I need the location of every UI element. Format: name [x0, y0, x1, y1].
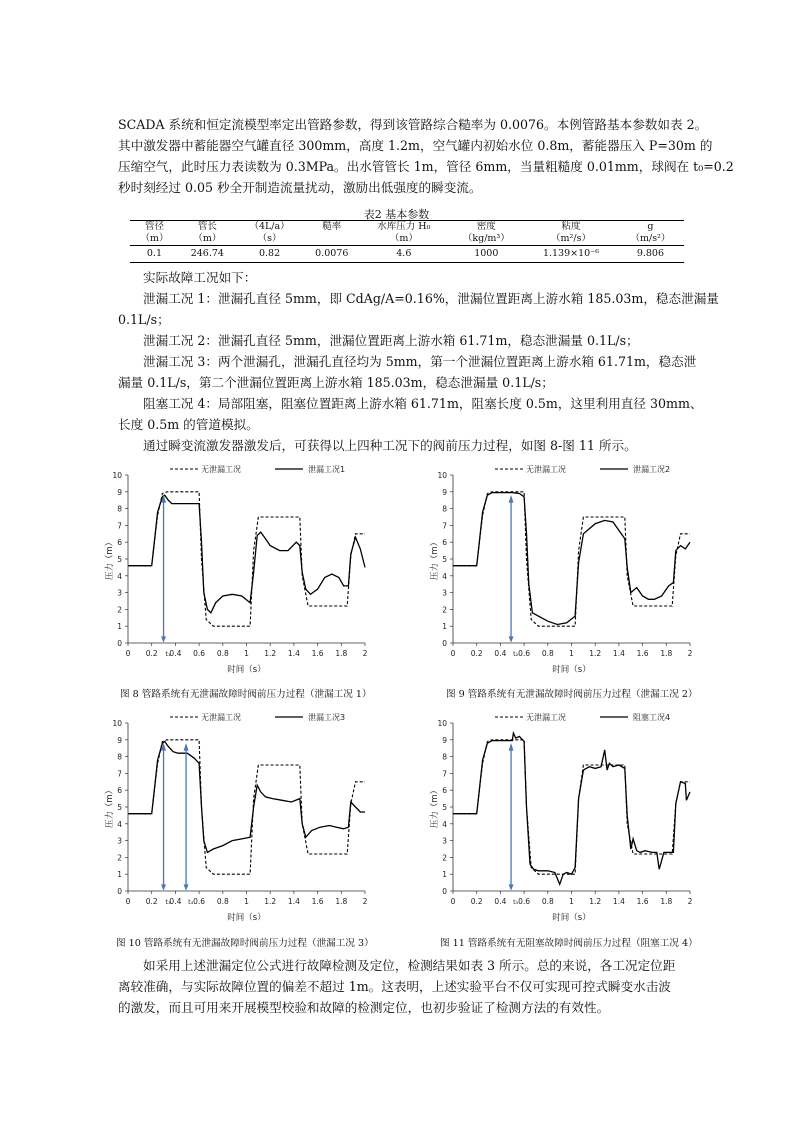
- y-tick-label: 3: [117, 836, 122, 846]
- marker-arrow-head-bottom: [161, 884, 166, 890]
- x-tick-label: 1.6: [636, 649, 649, 658]
- y-tick-label: 0: [442, 887, 447, 896]
- x-tick-label: 0.6: [518, 649, 531, 658]
- x-tick-label: 0.6: [193, 897, 206, 906]
- x-tick-label: 1.8: [335, 649, 348, 658]
- table-header-row: [130, 221, 684, 234]
- y-tick-label: 5: [442, 555, 447, 564]
- marker-arrow-head-bottom: [509, 884, 514, 890]
- marker-arrow: [161, 743, 166, 891]
- cases-line: 泄漏工况 3：两个泄漏孔，泄漏孔直径均为 5mm，第一个泄漏位置距离上游水箱 61.71m，稳态泄: [143, 354, 697, 369]
- marker-arrow-head-top: [509, 743, 514, 751]
- cases-paragraph: [118, 267, 719, 456]
- x-tick-label: 1.2: [589, 649, 602, 658]
- y-tick-label: 0: [117, 639, 122, 648]
- marker-arrow: [184, 743, 189, 891]
- legend-label: 泄漏工况2: [633, 465, 671, 474]
- params-table: [130, 220, 684, 263]
- table-header: （4L/a）: [236, 221, 304, 234]
- x-tick-label: 0.8: [216, 897, 229, 906]
- y-axis-label: 压力（m）: [430, 785, 440, 829]
- y-tick-label: 9: [117, 487, 122, 497]
- conclusion-line: 的激发，而且可用来开展模型校验和故障的检测定位，也初步验证了检测方法的有效性。: [118, 1000, 610, 1015]
- x-tick-label: 0.6: [518, 897, 531, 906]
- y-tick-label: 3: [117, 588, 122, 598]
- table-header: 粘度: [525, 221, 617, 234]
- chart-svg: [428, 711, 708, 926]
- figure-11-chart: [428, 711, 708, 926]
- marker-label: t₂: [513, 650, 519, 658]
- legend-label: 泄漏工况1: [308, 465, 346, 474]
- table-header: g: [617, 221, 684, 234]
- x-axis-label: 时间（s）: [552, 913, 591, 923]
- intro-line: SCADA 系统和恒定流模型率定出管路参数，得到该管路综合糙率为 0.0076。本例管路基本参数如表 2。: [118, 117, 708, 132]
- y-tick-label: 2: [442, 853, 447, 863]
- series-line-2: [453, 733, 690, 884]
- y-tick-label: 8: [117, 504, 122, 514]
- legend-label: 阻塞工况4: [633, 713, 671, 722]
- x-tick-label: 1: [244, 649, 249, 658]
- x-tick-label: 0.4: [169, 897, 182, 906]
- x-tick-label: 0.4: [494, 649, 507, 658]
- y-tick-label: 3: [442, 588, 447, 598]
- x-tick-label: 0: [125, 649, 131, 658]
- table-unit: （m/s²）: [617, 233, 684, 246]
- x-tick-label: 0.2: [470, 897, 483, 906]
- x-tick-label: 1: [569, 897, 574, 906]
- y-tick-label: 10: [112, 471, 122, 480]
- figure-9-caption: 图 9 管路系统有无泄漏故障时阀前压力过程（泄漏工况 2）: [446, 689, 698, 700]
- series-line-2: [453, 493, 690, 625]
- x-axis-label: 时间（s）: [227, 913, 266, 923]
- cases-line: 通过瞬变流激发器激发后，可获得以上四种工况下的阀前压力过程，如图 8-图 11 所示。: [143, 438, 637, 453]
- table-unit: [303, 233, 360, 246]
- marker-label: t₃: [165, 898, 171, 906]
- chart-svg: [103, 711, 383, 926]
- x-tick-label: 1.2: [589, 897, 602, 906]
- x-tick-label: 1: [569, 649, 574, 658]
- conclusion-line: 离较准确，与实际故障位置的偏差不超过 1m。这表明，上述实验平台不仅可实现可控式瞬变水击波: [118, 979, 671, 994]
- chart-svg: [428, 463, 708, 678]
- y-axis-label: 压力（m）: [430, 537, 440, 581]
- intro-line: 压缩空气，此时压力表读数为 0.3MPa。出水管管长 1m，管径 6mm，当量粗糙度 0.01mm，球阀在 t₀=0.2: [118, 159, 734, 174]
- table-header: 糙率: [303, 221, 360, 234]
- cases-line: 实际故障工况如下：: [143, 270, 257, 285]
- x-tick-label: 1.2: [264, 897, 277, 906]
- cases-line: 泄漏工况 1：泄漏孔直径 5mm，即 CdAg/A=0.16%，泄漏位置距离上游水箱 185.03m，稳态泄漏量: [143, 291, 719, 306]
- table-unit: （m）: [360, 233, 447, 246]
- x-tick-label: 0: [450, 649, 456, 658]
- x-tick-label: 2: [362, 649, 368, 658]
- cases-line: 长度 0.5m 的管道模拟。: [118, 417, 259, 432]
- y-tick-label: 8: [117, 752, 122, 762]
- x-tick-label: 0.4: [169, 649, 182, 658]
- table-unit: （m²/s）: [525, 233, 617, 246]
- y-tick-label: 10: [437, 471, 447, 480]
- x-tick-label: 1.8: [660, 649, 673, 658]
- y-tick-label: 1: [117, 622, 122, 632]
- legend-label: 无泄漏工况: [201, 465, 241, 474]
- cases-line: 泄漏工况 2：泄漏孔直径 5mm，泄漏位置距离上游水箱 61.71m，稳态泄漏量 0.1L/s；: [143, 333, 639, 348]
- y-axis-label: 压力（m）: [105, 785, 115, 829]
- y-tick-label: 3: [442, 836, 447, 846]
- table-unit: （m）: [130, 233, 179, 246]
- x-tick-label: 1.8: [660, 897, 673, 906]
- y-tick-label: 9: [442, 487, 447, 497]
- conclusion-line: 如采用上述泄漏定位公式进行故障检测及定位，检测结果如表 3 所示。总的来说，各工况定位距: [143, 958, 676, 973]
- legend: [170, 464, 345, 474]
- x-tick-label: 0: [125, 897, 131, 906]
- cases-line: 阻塞工况 4：局部阻塞，阻塞位置距离上游水箱 61.71m，阻塞长度 0.5m，这里利用直径 30mm、: [143, 396, 703, 411]
- y-tick-label: 7: [117, 521, 122, 531]
- x-tick-label: 0.6: [193, 649, 206, 658]
- y-tick-label: 4: [117, 819, 122, 829]
- x-tick-label: 1.6: [636, 897, 649, 906]
- x-tick-label: 1.4: [612, 897, 625, 906]
- table-unit: （kg/m³）: [447, 233, 525, 246]
- y-tick-label: 0: [117, 887, 122, 896]
- marker-arrow-head-bottom: [509, 636, 514, 642]
- y-tick-label: 6: [442, 786, 447, 796]
- marker-arrow-head-bottom: [161, 636, 166, 642]
- table-cell: 1000: [447, 246, 525, 263]
- cases-line: 漏量 0.1L/s，第二个泄漏位置距离上游水箱 185.03m，稳态泄漏量 0.1L/s；: [118, 375, 554, 390]
- table-cell: 246.74: [179, 246, 236, 263]
- x-tick-label: 1.8: [335, 897, 348, 906]
- figure-10-caption: 图 10 管路系统有无泄漏故障时阀前压力过程（泄漏工况 3）: [116, 938, 374, 949]
- x-tick-label: 0.2: [470, 649, 483, 658]
- table-caption: 表2 基本参数: [363, 208, 430, 221]
- y-tick-label: 1: [442, 870, 447, 880]
- x-tick-label: 0.4: [494, 897, 507, 906]
- figure-8-chart: [103, 463, 383, 678]
- series-line-1: [453, 492, 690, 626]
- marker-arrow: [509, 743, 514, 891]
- y-tick-label: 6: [117, 786, 122, 796]
- x-axis-label: 时间（s）: [552, 665, 591, 675]
- table-unit: （m）: [179, 233, 236, 246]
- y-tick-label: 5: [117, 803, 122, 812]
- table-cell: 0.0076: [303, 246, 360, 263]
- marker-label: t₁: [165, 650, 171, 658]
- x-tick-label: 0.8: [216, 649, 229, 658]
- x-tick-label: 1.4: [287, 897, 300, 906]
- y-tick-label: 2: [117, 853, 122, 863]
- y-tick-label: 0: [442, 639, 447, 648]
- y-tick-label: 4: [442, 571, 447, 581]
- x-tick-label: 1.6: [311, 897, 324, 906]
- x-axis-label: 时间（s）: [227, 665, 266, 675]
- y-tick-label: 4: [442, 819, 447, 829]
- y-tick-label: 6: [442, 538, 447, 548]
- figure-8-caption: 图 8 管路系统有无泄漏故障时阀前压力过程（泄漏工况 1）: [120, 689, 372, 700]
- intro-line: 秒时刻经过 0.05 秒全开制造流量扰动，激励出低强度的瞬变流。: [118, 180, 482, 195]
- legend-label: 无泄漏工况: [526, 465, 566, 474]
- legend: [495, 464, 670, 474]
- x-tick-label: 0.2: [145, 649, 158, 658]
- intro-paragraph: [118, 114, 734, 198]
- marker-label: t₄: [188, 898, 194, 906]
- marker-arrow-head-top: [509, 495, 514, 503]
- marker-arrow: [509, 495, 514, 643]
- y-tick-label: 7: [117, 769, 122, 779]
- table-cell: 1.139×10⁻⁶: [525, 246, 617, 263]
- figure-10-chart: [103, 711, 383, 926]
- y-tick-label: 2: [442, 605, 447, 615]
- table-cell: 0.82: [236, 246, 304, 263]
- x-tick-label: 0: [450, 897, 456, 906]
- x-tick-label: 1.4: [287, 649, 300, 658]
- legend-label: 无泄漏工况: [201, 713, 241, 722]
- table-header: 管径: [130, 221, 179, 234]
- x-tick-label: 1.4: [612, 649, 625, 658]
- y-tick-label: 10: [437, 719, 447, 728]
- x-tick-label: 2: [362, 897, 368, 906]
- table-unit-row: [130, 233, 684, 246]
- marker-arrow-head-bottom: [184, 884, 189, 890]
- y-tick-label: 7: [442, 769, 447, 779]
- conclusion-paragraph: [118, 955, 706, 1018]
- table-cell: 0.1: [130, 246, 179, 263]
- chart-svg: [103, 463, 383, 678]
- y-tick-label: 2: [117, 605, 122, 615]
- y-axis-label: 压力（m）: [105, 537, 115, 581]
- x-tick-label: 1: [244, 897, 249, 906]
- figure-9-chart: [428, 463, 708, 678]
- y-tick-label: 1: [442, 622, 447, 632]
- marker-arrow: [161, 495, 166, 643]
- figure-11-caption: 图 11 管路系统有无阻塞故障时阀前压力过程（阻塞工况 4）: [440, 938, 698, 949]
- table-cell: 4.6: [360, 246, 447, 263]
- x-tick-label: 1.2: [264, 649, 277, 658]
- legend: [170, 712, 345, 722]
- y-tick-label: 9: [442, 735, 447, 745]
- x-tick-label: 2: [687, 897, 693, 906]
- table-row: [130, 246, 684, 263]
- x-tick-label: 0.8: [541, 897, 554, 906]
- table-header: 水库压力 H₀: [360, 221, 447, 234]
- series-line-1: [453, 740, 690, 874]
- y-tick-label: 9: [117, 735, 122, 745]
- x-tick-label: 1.6: [311, 649, 324, 658]
- intro-line: 其中激发器中蓄能器空气罐直径 300mm，高度 1.2m，空气罐内初始水位 0.8m，蓄能器压入 P=30m 的: [118, 138, 713, 153]
- legend-label: 泄漏工况3: [308, 713, 346, 722]
- x-tick-label: 0.8: [541, 649, 554, 658]
- y-tick-label: 6: [117, 538, 122, 548]
- cases-line: 0.1L/s；: [118, 312, 170, 327]
- x-tick-label: 0.2: [145, 897, 158, 906]
- y-tick-label: 10: [112, 719, 122, 728]
- y-tick-label: 5: [442, 803, 447, 812]
- table-header: 管长: [179, 221, 236, 234]
- y-tick-label: 8: [442, 504, 447, 514]
- table-header: 密度: [447, 221, 525, 234]
- y-tick-label: 8: [442, 752, 447, 762]
- legend-label: 无泄漏工况: [526, 713, 566, 722]
- table-cell: 9.806: [617, 246, 684, 263]
- marker-label: t₅: [513, 898, 519, 906]
- y-tick-label: 1: [117, 870, 122, 880]
- marker-arrow-head-top: [184, 743, 189, 751]
- legend: [495, 712, 670, 722]
- y-tick-label: 7: [442, 521, 447, 531]
- y-tick-label: 4: [117, 571, 122, 581]
- x-tick-label: 2: [687, 649, 693, 658]
- y-tick-label: 5: [117, 555, 122, 564]
- table-unit: （s）: [236, 233, 304, 246]
